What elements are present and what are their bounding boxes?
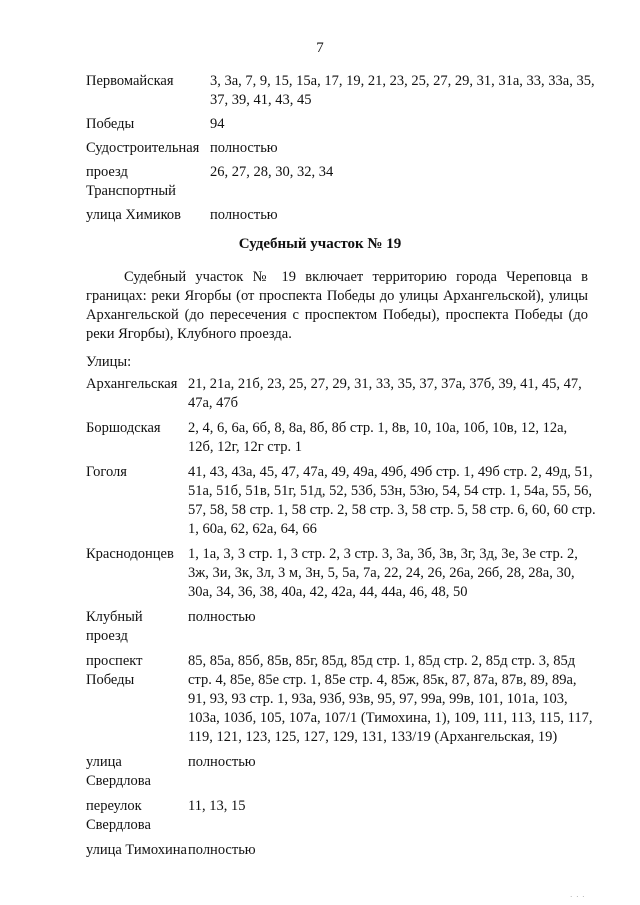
street-name: переулок Свердлова: [86, 798, 151, 833]
street-name: улица Тимохина: [86, 842, 187, 858]
table-row: [86, 110, 596, 134]
street-name: Краснодонцев: [86, 546, 174, 562]
house-numbers: полностью: [188, 609, 256, 625]
table-row: [86, 134, 596, 158]
streets-table: [86, 375, 596, 866]
table-row: [86, 375, 596, 419]
street-name: Судостроительная: [86, 140, 200, 156]
street-name: Клубный проезд: [86, 609, 143, 644]
street-name: Архангельская: [86, 376, 178, 392]
house-numbers: 26, 27, 28, 30, 32, 34: [210, 164, 334, 180]
scan-artifact-mark: · · ·: [570, 893, 586, 901]
table-row: [86, 652, 596, 753]
house-numbers: 85, 85а, 85б, 85в, 85г, 85д, 85д стр. 1, 85д стр. 2, 85д стр. 3, 85д стр. 4, 85е, 85е стр. 1, 85е стр. 4, 85ж, 85к, 87, 87а, 87в, 89, 89а, 91, 93, 93 стр. 1, 93а, 93б, 93в, 95, 97, 99а, 99в, 101, 101а, 103, 103а, 103б, 105, 107а, 107/1 (Тимохина, 1), 109, 111, 113, 115, 117, 119, 121, 123, 125, 127, 129, 131, 133/19 (Архангельская, 19): [188, 653, 593, 745]
street-name: проспект Победы: [86, 653, 143, 688]
street-name: проезд Транспортный: [86, 164, 176, 199]
table-row: [86, 419, 596, 463]
top-streets-table: [86, 72, 596, 225]
street-name: улица Свердлова: [86, 754, 151, 789]
house-numbers: полностью: [188, 842, 256, 858]
table-row: [86, 201, 596, 225]
house-numbers: 11, 13, 15: [188, 798, 246, 814]
street-name: Победы: [86, 116, 135, 132]
table-row: [86, 72, 596, 110]
description-paragraph: Судебный участок № 19 включает территорию города Череповца в границах: реки Ягорбы (от проспекта Победы до улицы Архангельской), улицы Архангельской (до пересечения с проспектом Победы), проспекта Победы (до реки Ягорбы), Клубного проезда.: [86, 269, 588, 342]
house-numbers: 1, 1а, 3, 3 стр. 1, 3 стр. 2, 3 стр. 3, 3а, 3б, 3в, 3г, 3д, 3е, 3е стр. 2, 3ж, 3и, 3к, 3л, 3 м, 3н, 5, 5а, 7а, 22, 24, 26, 26а, 26б, 28, 28а, 30, 30а, 34, 36, 38, 40а, 42, 42а, 44, 44а, 46, 48, 50: [188, 546, 578, 600]
house-numbers: полностью: [210, 140, 278, 156]
table-row: [86, 841, 596, 866]
table-row: [86, 608, 596, 652]
house-numbers: 2, 4, 6, 6а, 6б, 8, 8а, 8б, 8б стр. 1, 8в, 10, 10а, 10б, 10в, 12, 12а, 12б, 12г, 12г стр. 1: [188, 420, 568, 455]
street-name: улица Химиков: [86, 207, 182, 223]
table-row: [86, 545, 596, 608]
table-row: [86, 753, 596, 797]
page-number: 7: [316, 40, 324, 56]
house-numbers: 41, 43, 43а, 45, 47, 47а, 49, 49а, 49б, 49б стр. 1, 49б стр. 2, 49д, 51, 51а, 51б, 51в, 51г, 51д, 52, 53б, 53н, 53ю, 54, 54 стр. 1, 54а, 55, 56, 57, 58, 58 стр. 1, 58 стр. 2, 58 стр. 3, 58 стр. 5, 58 стр. 6, 60, 60 стр. 1, 60а, 62, 62а, 64, 66: [188, 464, 596, 537]
house-numbers: 94: [210, 116, 225, 132]
section-title: Судебный участок № 19: [238, 236, 402, 252]
house-numbers: полностью: [188, 754, 256, 770]
house-numbers: полностью: [210, 207, 278, 223]
table-row: [86, 463, 596, 545]
streets-label: Улицы:: [86, 354, 132, 370]
street-name: Первомайская: [86, 73, 174, 89]
table-row: [86, 797, 596, 841]
street-name: Боршодская: [86, 420, 161, 436]
house-numbers: 3, 3а, 7, 9, 15, 15а, 17, 19, 21, 23, 25, 27, 29, 31, 31а, 33, 33а, 35, 37, 39, 41, 43, 45: [210, 73, 595, 108]
street-name: Гоголя: [86, 464, 127, 480]
table-row: [86, 158, 596, 201]
house-numbers: 21, 21а, 21б, 23, 25, 27, 29, 31, 33, 35, 37, 37а, 37б, 39, 41, 45, 47, 47а, 47б: [188, 376, 582, 411]
